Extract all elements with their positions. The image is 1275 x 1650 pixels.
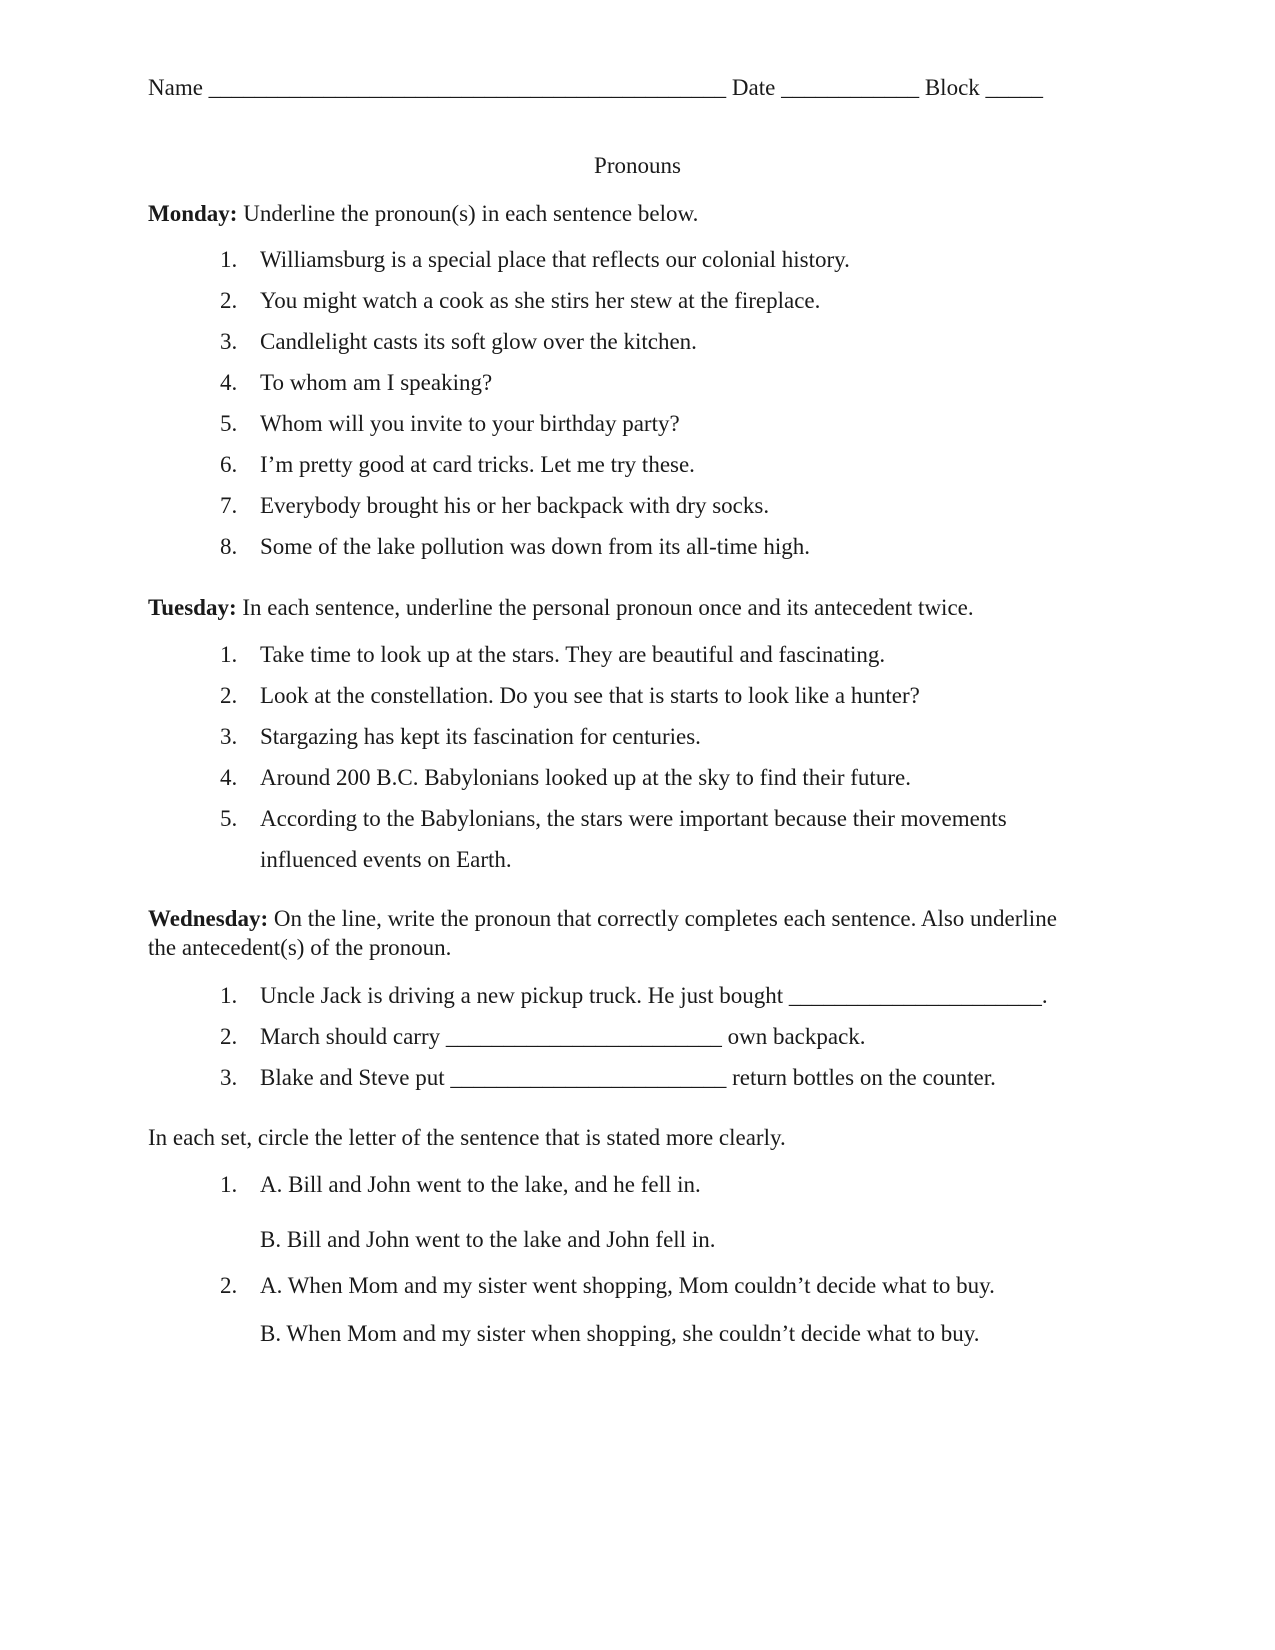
item-sentence: Candlelight casts its soft glow over the kitchen. — [260, 329, 697, 354]
wednesday-instruction-text: On the line, write the pronoun that correctly completes each sentence. Also underline the antecedent(s) of the pronoun. — [148, 906, 1057, 960]
item-sentence: To whom am I speaking? — [260, 370, 493, 395]
page-title: Pronouns — [594, 153, 681, 178]
wednesday-label: Wednesday: — [148, 906, 269, 931]
item-number: 4. — [220, 370, 238, 395]
item-number: 1. — [220, 642, 238, 667]
clarity-set — [220, 1171, 701, 1199]
item-number: 2. — [220, 683, 238, 708]
item-sentence: I’m pretty good at card tricks. Let me try these. — [260, 452, 695, 477]
monday-item — [220, 492, 769, 520]
wednesday-instruction — [148, 904, 1068, 962]
item-number: 5. — [220, 806, 238, 831]
tuesday-instruction-text: In each sentence, underline the personal pronoun once and its antecedent twice. — [236, 595, 974, 620]
item-sentence: Williamsburg is a special place that reflects our colonial history. — [260, 247, 850, 272]
item-number: 5. — [220, 411, 238, 436]
monday-item — [220, 328, 697, 356]
item-number: 2. — [220, 288, 238, 313]
item-number: 2. — [220, 1273, 238, 1298]
monday-item — [220, 533, 810, 561]
item-number: 3. — [220, 1065, 238, 1090]
wednesday-item — [220, 1023, 866, 1051]
item-number: 8. — [220, 534, 238, 559]
tuesday-item — [220, 805, 1007, 833]
monday-item — [220, 451, 695, 479]
item-sentence: Some of the lake pollution was down from its all-time high. — [260, 534, 811, 559]
item-sentence: Blake and Steve put ________________________ return bottles on the counter. — [260, 1065, 996, 1090]
item-sentence-continuation: influenced events on Earth. — [260, 847, 512, 872]
item-sentence: Around 200 B.C. Babylonians looked up at the sky to find their future. — [260, 765, 911, 790]
monday-item — [220, 246, 850, 274]
tuesday-item — [220, 682, 920, 710]
item-sentence: Take time to look up at the stars. They are beautiful and fascinating. — [260, 642, 886, 667]
monday-item — [220, 410, 680, 438]
tuesday-item — [220, 641, 885, 669]
monday-instruction-text: Underline the pronoun(s) in each sentence below. — [237, 201, 699, 226]
item-sentence: March should carry ________________________ own backpack. — [260, 1024, 866, 1049]
item-sentence: According to the Babylonians, the stars were important because their movements — [260, 806, 1007, 831]
item-number: 6. — [220, 452, 238, 477]
item-sentence: Whom will you invite to your birthday party? — [260, 411, 680, 436]
item-sentence: Stargazing has kept its fascination for centuries. — [260, 724, 701, 749]
item-number: 2. — [220, 1024, 238, 1049]
item-number: 1. — [220, 1172, 238, 1197]
item-number: 3. — [220, 329, 238, 354]
item-number: 1. — [220, 983, 238, 1008]
wednesday-item — [220, 1064, 996, 1092]
item-sentence: You might watch a cook as she stirs her stew at the fireplace. — [260, 288, 821, 313]
wednesday-item — [220, 982, 1048, 1010]
monday-instruction — [148, 200, 698, 228]
item-number: 3. — [220, 724, 238, 749]
tuesday-item — [220, 764, 911, 792]
item-number: 1. — [220, 247, 238, 272]
clarity-instruction: In each set, circle the letter of the sentence that is stated more clearly. — [148, 1125, 786, 1150]
item-sentence: Uncle Jack is driving a new pickup truck. He just bought ______________________. — [260, 983, 1048, 1008]
monday-item — [220, 369, 492, 397]
name-date-block-line: Name _____________________________________________ Date ____________ Block _____ — [148, 75, 1044, 100]
tuesday-instruction — [148, 594, 974, 622]
item-number: 7. — [220, 493, 238, 518]
monday-label: Monday: — [148, 201, 238, 226]
monday-item — [220, 287, 820, 315]
tuesday-label: Tuesday: — [148, 595, 237, 620]
item-number: 4. — [220, 765, 238, 790]
option-a: A. When Mom and my sister went shopping, Mom couldn’t decide what to buy. — [260, 1273, 995, 1298]
clarity-set — [220, 1272, 995, 1300]
option-a: A. Bill and John went to the lake, and he fell in. — [260, 1172, 701, 1197]
item-sentence: Everybody brought his or her backpack with dry socks. — [260, 493, 770, 518]
option-b: B. Bill and John went to the lake and John fell in. — [260, 1227, 716, 1252]
item-sentence: Look at the constellation. Do you see that is starts to look like a hunter? — [260, 683, 920, 708]
tuesday-item — [220, 723, 701, 751]
option-b: B. When Mom and my sister when shopping, she couldn’t decide what to buy. — [260, 1321, 980, 1346]
